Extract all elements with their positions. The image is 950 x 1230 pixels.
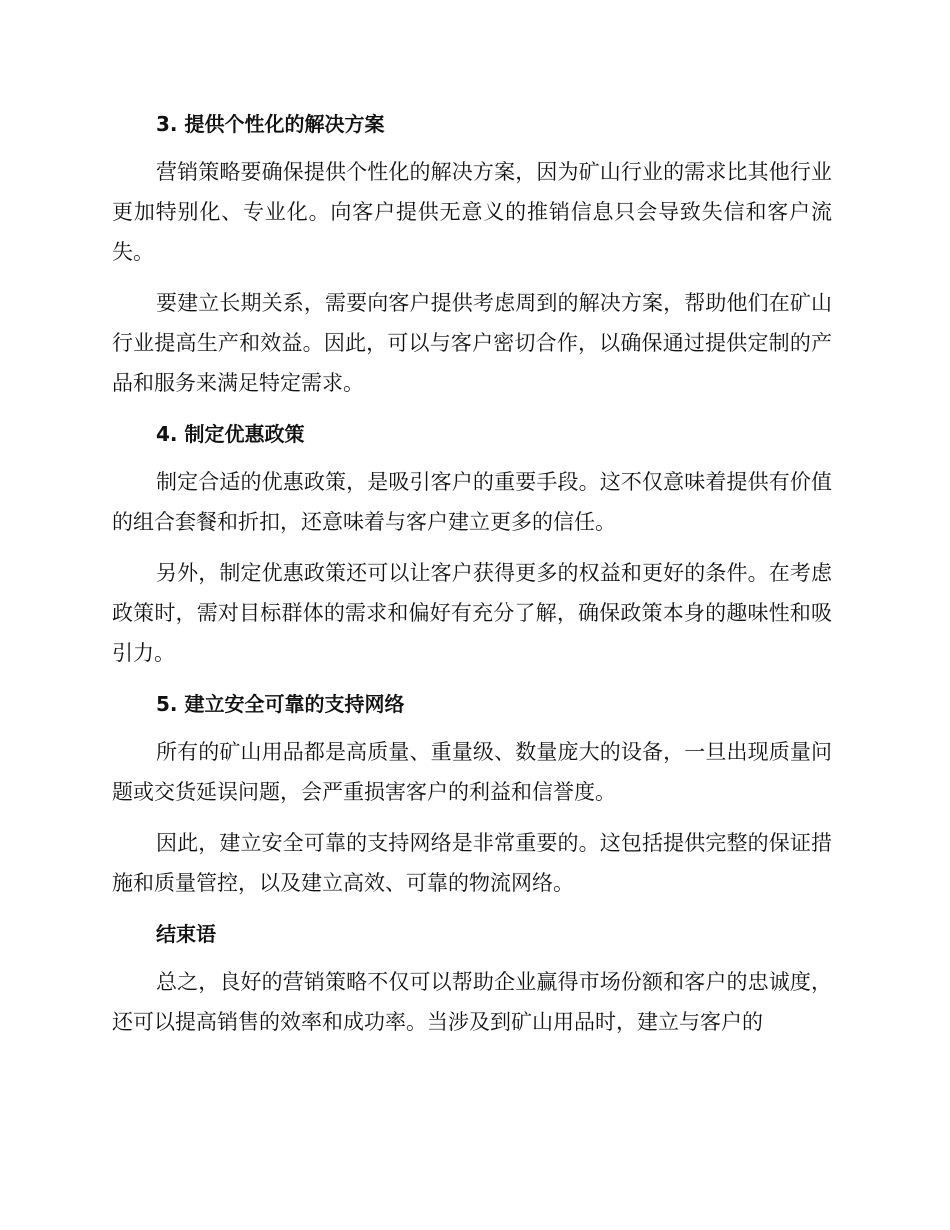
document-page <box>112 104 832 1053</box>
section-conclusion <box>112 914 832 1042</box>
section-heading: 4. 制定优惠政策 <box>156 422 305 446</box>
section-heading: 结束语 <box>156 922 216 946</box>
paragraph: 总之，良好的营销策略不仅可以帮助企业赢得市场份额和客户的忠诚度，还可以提高销售的效率和成功率。当涉及到矿山用品时，建立与客户的 <box>112 970 832 1034</box>
paragraph: 制定合适的优惠政策，是吸引客户的重要手段。这不仅意味着提供有价值的组合套餐和折扣，还意味着与客户建立更多的信任。 <box>112 470 832 534</box>
section-support-network <box>112 684 832 903</box>
paragraph: 另外，制定优惠政策还可以让客户获得更多的权益和更好的条件。在考虑政策时，需对目标群体的需求和偏好有充分了解，确保政策本身的趣味性和吸引力。 <box>112 561 832 665</box>
paragraph: 因此，建立安全可靠的支持网络是非常重要的。这包括提供完整的保证措施和质量管控，以及建立高效、可靠的物流网络。 <box>112 831 832 895</box>
section-heading: 3. 提供个性化的解决方案 <box>156 112 385 136</box>
paragraph: 要建立长期关系，需要向客户提供考虑周到的解决方案，帮助他们在矿山行业提高生产和效益。因此，可以与客户密切合作，以确保通过提供定制的产品和服务来满足特定需求。 <box>112 291 832 395</box>
paragraph: 所有的矿山用品都是高质量、重量级、数量庞大的设备，一旦出现质量问题或交货延误问题，会严重损害客户的利益和信誉度。 <box>112 740 832 804</box>
paragraph: 营销策略要确保提供个性化的解决方案，因为矿山行业的需求比其他行业更加特别化、专业化。向客户提供无意义的推销信息只会导致失信和客户流失。 <box>112 160 832 264</box>
section-heading: 5. 建立安全可靠的支持网络 <box>156 692 405 716</box>
section-personalized-solutions <box>112 104 832 403</box>
section-preferential-policy <box>112 414 832 673</box>
